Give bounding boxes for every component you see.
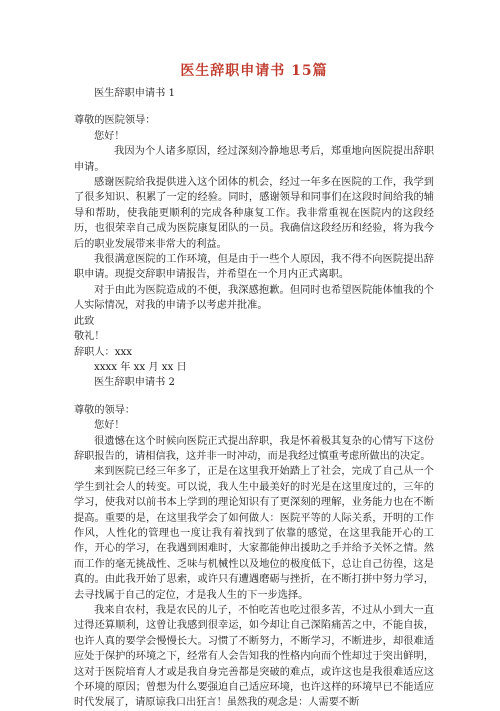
letter1-closing-2: 敬礼！ bbox=[74, 331, 105, 343]
document-title: 医生辞职申请书 15篇 bbox=[180, 63, 328, 79]
document-page bbox=[74, 62, 434, 711]
letter1-salutation: 尊敬的医院领导： bbox=[74, 115, 156, 127]
letter1-paragraph-2: 感谢医院给我提供进入这个团体的机会，经过一年多在医院的工作，我学到了很多知识、积累了一定的经验。同时，感谢领导和同事们在这段时间给我的辅导和帮助，使我能更顺利的完成各种康复工作。我非常重视在医院内的这段经历，也很荣幸自己成为医院康复团队的一员。我确信这段经历和经验，将为我今后的职业发展带来非常大的利益。 bbox=[74, 177, 434, 250]
letter1-paragraph-3: 我很满意医院的工作环境，但是由于一些个人原因，我不得不向医院提出辞职申请。现提交辞职申请报告，并希望在一个月内正式离职。 bbox=[74, 254, 434, 281]
letter1-paragraph-1: 我因为个人诸多原因，经过深刻冷静地思考后，郑重地向医院提出辞职申请。 bbox=[74, 146, 434, 173]
letter1-date: xxxx 年 xx 月 xx 日 bbox=[94, 361, 187, 373]
letter2-paragraph-1: 很遗憾在这个时候向医院正式提出辞职，我是怀着极其复杂的心情写下这份辞职报告的，请相信我，这并非一时冲动，而是我经过慎重考虑所做出的决定。 bbox=[74, 435, 434, 462]
letter2-heading: 医生辞职申请书 2 bbox=[94, 377, 176, 389]
letter2-greeting: 您好！ bbox=[94, 420, 125, 432]
letter2-paragraph-2: 来到医院已经三年多了，正是在这里我开始踏上了社会，完成了自己从一个学生到社会人的转变。可以说，我人生中最美好的时光是在这里度过的，三年的学习，使我对以前书本上学到的理论知识有了更深刻的理解，业务能力也在不断提高。重要的是，在这里我学会了如何做人：医院平等的人际关系，开明的工作作风，人性化的管理也一度让我有着找到了依靠的感觉，在这里我能开心的工作，开心的学习，在我遇到困难时，大家都能伸出援助之手并给予关怀之情。然而工作的毫无挑战性、乏味与机械性以及地位的极度低下，总让自己彷徨，这是真的。由此我开始了思索，或许只有遭遇磨砺与挫折，在不断打拼中努力学习，去寻找属于自己的定位，才是我人生的下一步选择。 bbox=[74, 466, 434, 601]
letter1-paragraph-4: 对于由此为医院造成的不便，我深感抱歉。但同时也希望医院能体恤我的个人实际情况，对我的申请予以考虑并批准。 bbox=[74, 284, 434, 312]
letter2-salutation: 尊敬的领导： bbox=[74, 404, 136, 416]
letter1-heading: 医生辞职申请书 1 bbox=[94, 88, 176, 99]
letter1-signer: 辞职人：xxx bbox=[74, 346, 132, 358]
letter2-paragraph-3: 我来自农村，我是农民的儿子，不怕吃苦也吃过很多苦，不过从小到大一直过得还算顺利，这曾让我感到很幸运，如今却让自己深陷痛苦之中，不能自拔，也许人真的要学会慢慢长大。习惯了不断努力，不断学习，不断进步，却很难适应处于保护的环境之下，经常有人会告知我的性格内向而个性却过于突出鲜明，这对于医院培育人才或是我自身完善都是突破的难点，或许这也是我很难适应这个环境的原因；曾想为什么要强迫自己适应环境，也许这样的环境早已不能适应时代发展了，请原谅我口出狂言！虽然我的观念是：人需要不断 bbox=[74, 605, 434, 709]
letter1-closing-1: 此致 bbox=[74, 315, 95, 327]
letter1-greeting: 您好！ bbox=[94, 130, 125, 142]
